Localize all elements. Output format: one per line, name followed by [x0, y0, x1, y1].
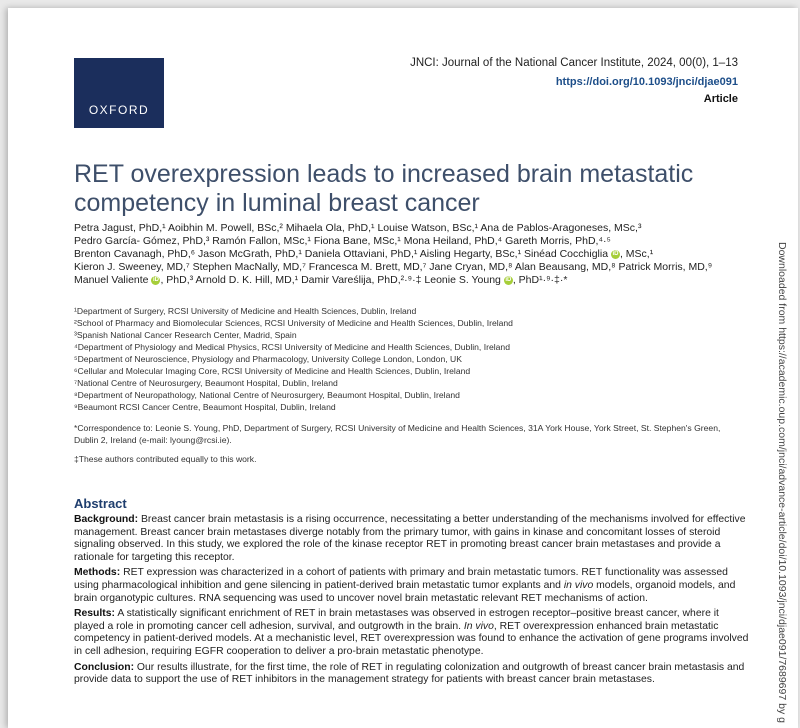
- section-text: A statistically significant enrichment of RET in brain metastases was observed in estrogen receptor–positive breast cancer, where it played a role in promoting cancer cell adhesion, survival, and outgrowth in the brain.: [74, 608, 719, 632]
- author-line: Kieron J. Sweeney, MD,⁷ Stephen MacNally, MD,⁷ Francesca M. Brett, MD,⁷ Jane Cryan, MD,⁸ Alan Beausang, MD,⁸ Patrick Morris, MD,⁹: [74, 261, 713, 273]
- orcid-icon[interactable]: iD: [152, 276, 159, 283]
- oxford-logo-text: OXFORD: [88, 103, 150, 117]
- author-text: Brenton Cavanagh, PhD,⁶ Jason McGrath, PhD,¹ Daniela Ottaviani, PhD,¹ Aisling Hegarty, BSc,¹ Sinéad Cocchiglia: [74, 248, 609, 260]
- doi-link[interactable]: https://doi.org/10.1093/jnci/djae091: [555, 76, 738, 88]
- author-text: , PhD¹·⁹·‡·*: [512, 274, 568, 286]
- author-text: Manuel Valiente: [74, 274, 149, 286]
- author-line: [74, 248, 764, 261]
- orcid-icon[interactable]: iD: [505, 276, 512, 283]
- equal-contribution-note: ‡These authors contributed equally to this work.: [74, 454, 257, 464]
- abstract-conclusion: [74, 662, 750, 687]
- italic-term: In vivo: [463, 620, 494, 632]
- author-line: Pedro García- Gómez, PhD,³ Ramón Fallon, MSc,¹ Fiona Bane, MSc,¹ Mona Heiland, PhD,⁴ Gareth Morris, PhD,⁴·⁵: [74, 235, 611, 247]
- author-text: , PhD,³ Arnold D. K. Hill, MD,¹ Damir Vareślija, PhD,²·⁹·‡ Leonie S. Young: [160, 274, 501, 286]
- correspondence-note: *Correspondence to: Leonie S. Young, PhD, Department of Surgery, RCSI University of Medicine and Health Sciences, 31A York House, York Street, St. Stephen's Green, Dublin 2, Ireland (e-mail: lyoung@rcsi.ie).: [74, 423, 721, 445]
- download-watermark: Downloaded from https://academic.oup.com/jnci/advance-article/doi/10.1093/jnci/djae091/7689697 by g: [776, 242, 788, 723]
- affiliation-list: [74, 305, 754, 413]
- section-text: Our results illustrate, for the first time, the role of RET in regulating colonization and outgrowth of breast cancer brain metastasis and provide data to support the use of RET inhibitors in the management strategy for patients with breast cancer brain metastases.: [74, 661, 745, 686]
- author-list: [74, 222, 764, 287]
- paper-page: [8, 8, 798, 728]
- affiliation: ⁴Department of Physiology and Medical Physics, RCSI University of Medicine and Health Sciences, Dublin, Ireland: [74, 342, 510, 352]
- affiliation: ¹Department of Surgery, RCSI University of Medicine and Health Sciences, Dublin, Ireland: [74, 306, 417, 316]
- oxford-logo: [74, 58, 164, 128]
- affiliation: ⁶Cellular and Molecular Imaging Core, RCSI University of Medicine and Health Sciences, Dublin, Ireland: [74, 366, 471, 376]
- paper-title: RET overexpression leads to increased brain metastatic competency in luminal breast cancer: [74, 160, 694, 217]
- affiliation: ³Spanish National Cancer Research Center, Madrid, Spain: [74, 330, 297, 340]
- section-text: RET expression was characterized in a cohort of patients with primary and brain metastatic tumors. RET functionality was assessed using pharmacological inhibition and gene silencing in patient-derived brain metastatic tumor explants and: [74, 567, 728, 591]
- section-text: , RET overexpression enhanced brain metastatic competency in patient-derived models. At a mechanistic level, RET overexpression was found to enhance the activation of gene programs involved in cell adhesion, requiring EGFR cooperation to deliver a pro-brain metastatic phenotype.: [74, 620, 749, 657]
- author-line: [74, 274, 764, 287]
- author-text: , MSc,¹: [619, 248, 654, 260]
- section-label: Methods:: [74, 567, 121, 579]
- section-label: Results:: [74, 608, 115, 620]
- abstract-background: [74, 514, 750, 564]
- section-text: Breast cancer brain metastasis is a rising occurrence, necessitating a better understanding of the mechanisms involved for effective management. Breast cancer brain metastases diverge notably from the primary tumor, with gains in kinase and concomitant losses of steroid signaling observed. In this study, we explored the role of the kinase receptor RET in promoting breast cancer brain metastases and provide a rationale for targeting this receptor.: [74, 514, 746, 563]
- affiliation: ⁷National Centre of Neurosurgery, Beaumont Hospital, Dublin, Ireland: [74, 378, 338, 388]
- affiliation: ⁵Department of Neuroscience, Physiology and Pharmacology, University College London, London, UK: [74, 354, 462, 364]
- section-label: Background:: [74, 514, 139, 525]
- abstract-heading: Abstract: [74, 496, 127, 511]
- orcid-icon[interactable]: iD: [612, 250, 619, 257]
- affiliation: ²School of Pharmacy and Biomolecular Sciences, RCSI University of Medicine and Health Sciences, Dublin, Ireland: [74, 318, 513, 328]
- italic-term: in vivo: [563, 579, 594, 591]
- journal-citation: JNCI: Journal of the National Cancer Institute, 2024, 00(0), 1–13: [410, 57, 738, 69]
- article-type-label: Article: [703, 93, 738, 105]
- section-text: models, organoid models, and brain organotypic cultures. RNA sequencing was used to uncover novel brain metastatic relevant RET mechanisms of action.: [74, 579, 736, 604]
- section-label: Conclusion:: [74, 661, 135, 673]
- abstract-methods: [74, 567, 750, 605]
- affiliation: ⁸Department of Neuropathology, National Centre of Neurosurgery, Beaumont Hospital, Dublin, Ireland: [74, 390, 460, 400]
- affiliation: ⁹Beaumont RCSI Cancer Centre, Beaumont Hospital, Dublin, Ireland: [74, 402, 336, 412]
- author-line: Petra Jagust, PhD,¹ Aoibhin M. Powell, BSc,² Mihaela Ola, PhD,¹ Louise Watson, BSc,¹ Ana de Pablos-Aragoneses, MSc,³: [74, 222, 642, 234]
- abstract-results: [74, 608, 750, 658]
- abstract-body: [74, 514, 750, 690]
